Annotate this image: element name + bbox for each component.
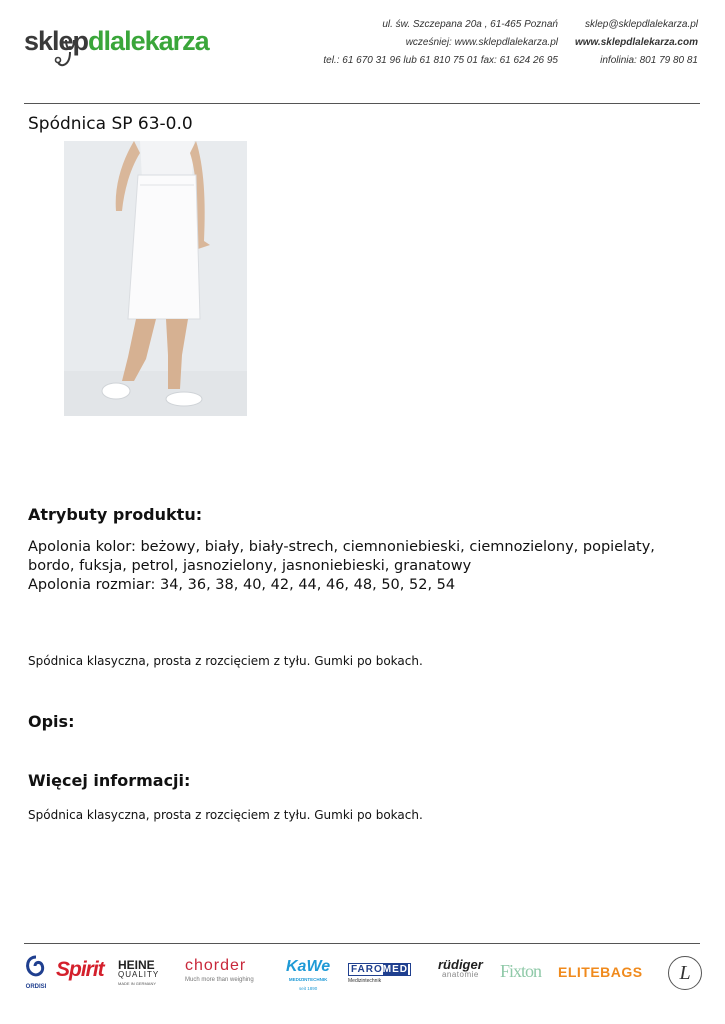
attribute-sizes: Apolonia rozmiar: 34, 36, 38, 40, 42, 44, 46, 48, 50, 52, 54 [28, 577, 456, 593]
heine-made-in: MADE IN GERMANY [118, 981, 157, 986]
attribute-colors: Apolonia kolor: beżowy, biały, biały-strech, ciemnoniebieski, ciemnozielony, popielaty, bordo, fuksja, petrol, jasnozielony, jasnoniebieski, granatowy [28, 539, 655, 574]
shop-website[interactable]: www.sklepdlalekarza.com [574, 37, 698, 48]
brand-littmann[interactable]: L [668, 956, 702, 990]
brand-elitebags[interactable]: ELITEBAGS [558, 964, 643, 980]
brand-logos-strip [22, 954, 704, 998]
rudiger-label: rüdiger [438, 957, 483, 972]
more-info-heading: Więcej informacji: [28, 771, 191, 790]
phone-numbers: tel.: 61 670 31 96 lub 61 810 75 01 fax: 61 624 26 95 [323, 55, 558, 66]
more-info-text: Spódnica klasyczna, prosta z rozcięciem z tyłu. Gumki po bokach. [28, 808, 423, 822]
kawe-since: seit 1890 [298, 986, 318, 991]
rudiger-subtitle: anatomie [441, 970, 479, 979]
logo-text-sklep: sklep [24, 26, 89, 56]
header-divider [24, 103, 700, 104]
brand-spirit[interactable]: Spirit [56, 958, 104, 981]
hotline-number: infolinia: 801 79 80 81 [600, 55, 698, 66]
logo-text-lekarza: lekarza [124, 26, 209, 56]
kawe-label: KaWe [286, 958, 331, 975]
heine-quality: QUALITY [118, 970, 160, 979]
shop-email[interactable]: sklep@sklepdlalekarza.pl [585, 19, 698, 30]
description-heading: Opis: [28, 712, 75, 731]
faromed-subtitle: Medizintechnik [348, 978, 382, 984]
ordisi-swirl-icon [23, 954, 49, 982]
brand-heine[interactable] [118, 958, 160, 988]
product-photo [64, 141, 247, 416]
footer-divider [24, 943, 700, 944]
product-title: Spódnica SP 63-0.0 [28, 114, 193, 134]
short-description: Spódnica klasyczna, prosta z rozcięciem z tyłu. Gumki po bokach. [28, 654, 423, 668]
attributes-heading: Atrybuty produktu: [28, 505, 203, 524]
brand-fixton[interactable]: Fixton [500, 961, 542, 981]
chorder-label: chorder [185, 957, 247, 974]
ordisi-label: ORDISI [25, 984, 47, 990]
header-contact-column [323, 16, 558, 70]
brand-ordisi[interactable] [22, 954, 50, 990]
shop-address: ul. św. Szczepana 20a , 61-465 Poznań [382, 19, 558, 30]
attributes-list [28, 538, 688, 595]
chorder-tagline: Much more than weighing [185, 977, 254, 983]
kawe-medizintechnik: MEDIZINTECHNIK [288, 977, 328, 982]
previous-website: wcześniej: www.sklepdlalekarza.pl [405, 37, 558, 48]
header-online-column [575, 16, 698, 70]
skirt-photo-illustration [64, 141, 247, 416]
heine-label: HEINE [118, 958, 155, 972]
logo-text-dla: dla [88, 26, 125, 56]
brand-kawe[interactable] [286, 959, 330, 993]
stethoscope-icon [50, 34, 86, 74]
faromed-label-faro: FARO [351, 964, 383, 975]
page-header [24, 12, 700, 82]
faromed-label-med: MED [382, 964, 409, 975]
brand-chorder[interactable] [185, 959, 254, 987]
brand-faromed[interactable] [348, 963, 411, 987]
brand-rudiger[interactable] [438, 957, 483, 980]
